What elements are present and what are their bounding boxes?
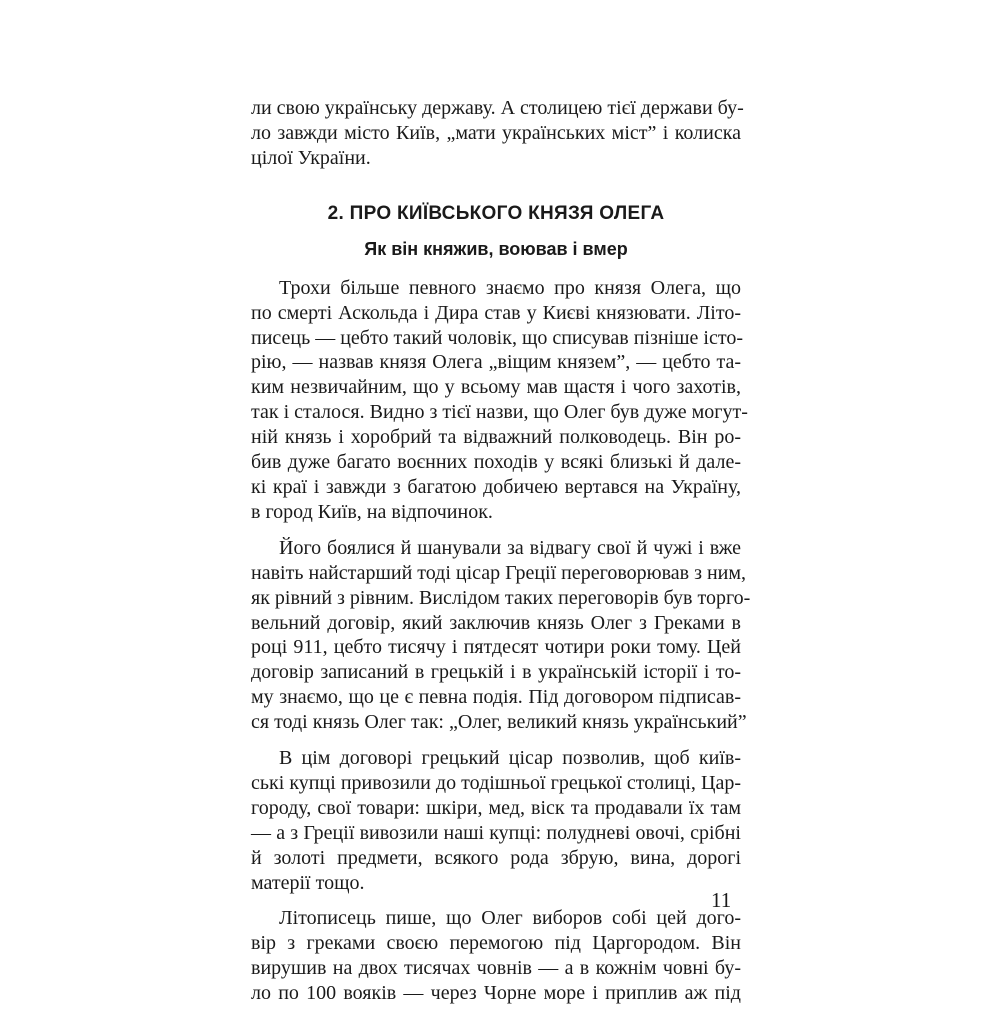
text-line: матерії тощо.	[251, 871, 365, 894]
text-line: договір записаний в грецькій і в українській історії і то-	[251, 661, 741, 684]
text-line: вельний договір, який заключив князь Олег з Греками в	[251, 611, 741, 634]
text-line: ло по 100 вояків — через Чорне море і приплив аж під	[251, 982, 741, 1005]
page-number: 11	[711, 888, 732, 912]
paragraph-4	[251, 906, 741, 1006]
paragraph-3	[251, 746, 741, 895]
text-line: ній князь і хоробрий та відважний полководець. Він ро-	[251, 426, 741, 449]
text-line: вирушив на двох тисячах човнів — а в кожнім човні бу-	[251, 957, 741, 980]
text-line: ло завжди місто Київ, „мати українських міст” і колиска	[251, 121, 741, 144]
paragraph-1	[251, 276, 748, 525]
text-line: рію, — назвав князя Олега „віщим князем”, — цебто та-	[251, 351, 741, 374]
text-line: ли свою українську державу. А столицею тієї держави бу-	[251, 97, 744, 119]
text-line: писець — цебто такий чоловік, що списував пізніше істо-	[251, 326, 744, 349]
text-line: Трохи більше певного знаємо про князя Олега, що	[279, 276, 741, 299]
text-line: кі краї і завжди з багатою добичею вертався на Україну,	[251, 475, 741, 498]
text-line: вір з греками своєю перемогою під Царгородом. Він	[251, 932, 741, 955]
text-line: й золоті предмети, всякого рода збрую, вина, дорогі	[251, 846, 741, 869]
text-line: городу, свої товари: шкіри, мед, віск та продавали їх там	[251, 796, 741, 819]
text-line: Його боялися й шанували за відвагу свої й чужі і вже	[279, 536, 741, 559]
text-line: ські купці привозили до тодішньої грецької столиці, Цар-	[251, 771, 741, 794]
chapter-title: 2. ПРО КИЇВСЬКОГО КНЯЗЯ ОЛЕГА	[327, 202, 665, 224]
intro-paragraph	[251, 96, 744, 171]
text-line: так і сталося. Видно з тієї назви, що Олег був дуже могут-	[251, 401, 748, 424]
paragraph-2	[251, 536, 751, 735]
text-line: як рівний з рівним. Вислідом таких переговорів був торго-	[251, 586, 751, 609]
book-page	[251, 96, 751, 1017]
text-line: ся тоді князь Олег так: „Олег, великий князь український”	[251, 711, 747, 734]
text-line: по смерті Аскольда і Дира став у Києві князювати. Літо-	[251, 301, 741, 324]
text-line: навіть найстарший тоді цісар Греції переговорював з ним,	[251, 561, 747, 584]
text-line: Літописець пише, що Олег виборов собі цей дого-	[279, 907, 741, 930]
text-line: му знаємо, що це є певна подія. Під договором підписав-	[251, 686, 741, 709]
text-line: в город Київ, на відпочинок.	[251, 500, 493, 523]
text-line: — а з Греції вивозили наші купці: полудневі овочі, срібні	[251, 821, 741, 844]
text-line: ким незвичайним, що у всьому мав щастя і чого захотів,	[251, 376, 741, 399]
text-line: бив дуже багато воєнних походів у всякі близькі й дале-	[251, 451, 741, 474]
text-line: році 911, цебто тисячу і пятдесят чотири роки тому. Цей	[251, 636, 741, 659]
chapter-subtitle: Як він княжив, воював і вмер	[364, 238, 628, 259]
text-line: цілої України.	[251, 146, 371, 169]
text-line: В цім договорі грецький цісар позволив, щоб київ-	[279, 747, 741, 770]
